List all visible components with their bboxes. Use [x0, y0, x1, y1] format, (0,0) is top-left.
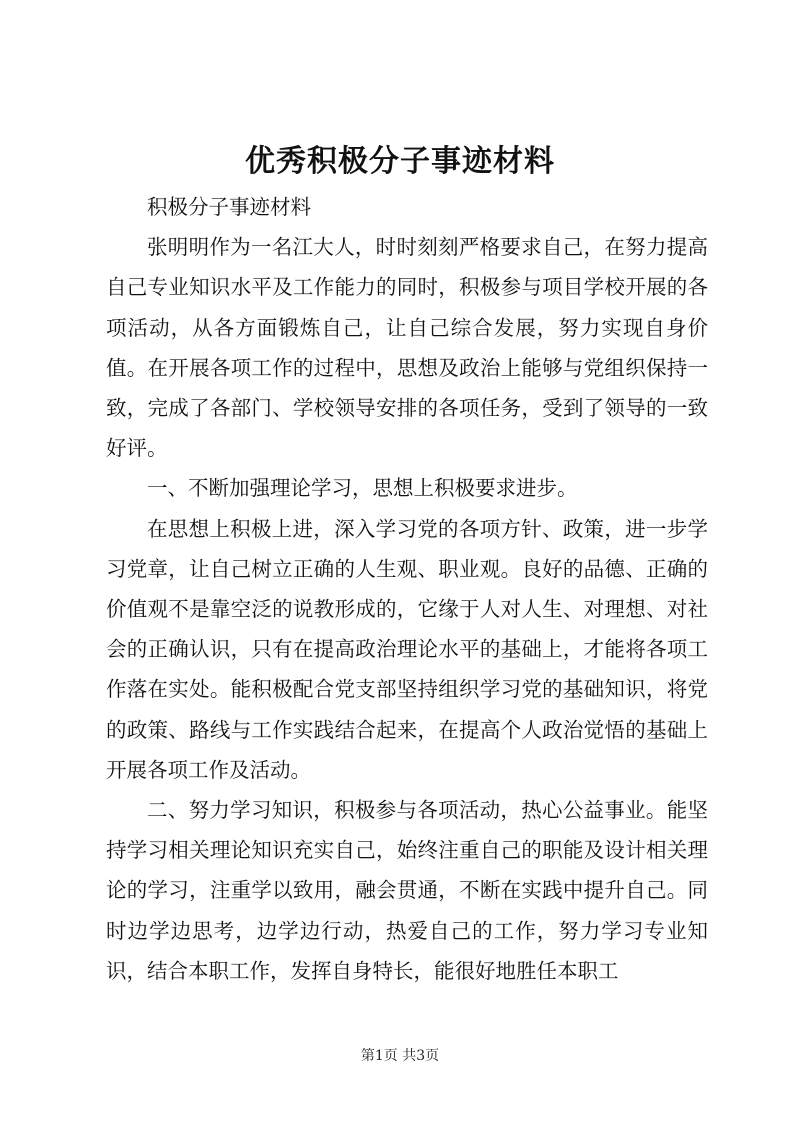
document-body: [106, 187, 708, 991]
paragraph-section-2: 二、努力学习知识，积极参与各项活动，热心公益事业。能坚持学习相关理论知识充实自己，始终注重自己的职能及设计相关理论的学习，注重学以致用，融会贯通，不断在实践中提升自己。同时边学边思考，边学边行动，热爱自己的工作，努力学习专业知识，结合本职工作，发挥自身特长，能很好地胜任本职工: [106, 798, 708, 983]
section-heading-1: 一、不断加强理论学习，思想上积极要求进步。: [147, 476, 578, 501]
document-title: 优秀积极分子事迹材料: [245, 144, 555, 179]
paragraph-subtitle: 积极分子事迹材料: [147, 195, 311, 219]
paragraph-intro: 张明明作为一名江大人，时时刻刻严格要求自己，在努力提高自己专业知识水平及工作能力的同时，积极参与项目学校开展的各项活动，从各方面锻炼自己，让自己综合发展，努力实现自身价值。在开展各项工作的过程中，思想及政治上能够与党组织保持一致，完成了各部门、学校领导安排的各项任务，受到了领导的一致好评。: [106, 235, 708, 461]
page-footer: 第1页 共3页: [360, 1048, 440, 1064]
paragraph-section-1: 在思想上积极上进，深入学习党的各项方针、政策，进一步学习党章，让自己树立正确的人生观、职业观。良好的品德、正确的价值观不是靠空泛的说教形成的，它缘于人对人生、对理想、对社会的正确认识，只有在提高政治理论水平的基础上，才能将各项工作落在实处。能积极配合党支部坚持组织学习党的基础知识，将党的政策、路线与工作实践结合起来，在提高个人政治觉悟的基础上开展各项工作及活动。: [106, 516, 708, 782]
